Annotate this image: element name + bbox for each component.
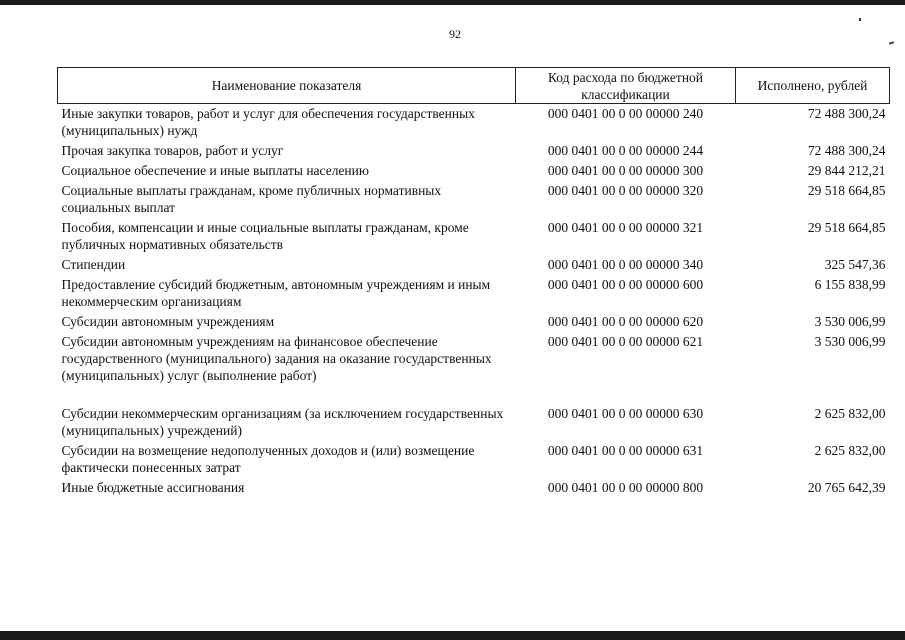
- row-code: 000 0401 00 0 00 00000 630: [547, 406, 704, 421]
- table-row: [58, 275, 890, 312]
- row-amount: 72 488 300,24: [807, 143, 886, 158]
- row-name: Пособия, компенсации и иные социальные выплаты гражданам, кроме публичных нормативных обязательств: [61, 220, 469, 252]
- budget-table: [57, 67, 890, 498]
- table-row: [58, 218, 890, 255]
- scan-border-bottom: [0, 631, 905, 640]
- row-code: 000 0401 00 0 00 00000 240: [547, 106, 704, 121]
- row-name: Субсидии автономным учреждениям на финансовое обеспечение государственного (муниципального) задания на оказание государственных (муниципальных) услуг (выполнение работ): [61, 334, 492, 383]
- row-amount: 3 530 006,99: [814, 314, 886, 329]
- table-row: [58, 441, 890, 478]
- row-name: Социальное обеспечение и иные выплаты населению: [61, 163, 369, 178]
- row-amount: 3 530 006,99: [814, 334, 886, 349]
- row-amount: 29 518 664,85: [807, 183, 886, 198]
- table-row: [58, 181, 890, 218]
- row-name: Прочая закупка товаров, работ и услуг: [61, 143, 284, 158]
- table-row: [58, 478, 890, 498]
- row-code: 000 0401 00 0 00 00000 300: [547, 163, 704, 178]
- row-code: 000 0401 00 0 00 00000 631: [547, 443, 704, 458]
- table-row: [58, 255, 890, 275]
- row-name: Субсидии на возмещение недополученных доходов и (или) возмещение фактически понесенных затрат: [61, 443, 475, 475]
- row-amount: 20 765 642,39: [807, 480, 886, 495]
- row-name: Субсидии некоммерческим организациям (за исключением государственных (муниципальных) учреждений): [61, 406, 504, 438]
- scan-border-top: [0, 0, 905, 5]
- row-code: 000 0401 00 0 00 00000 321: [547, 220, 704, 235]
- row-name: Стипендии: [61, 257, 126, 272]
- row-code: 000 0401 00 0 00 00000 600: [547, 277, 704, 292]
- row-name: Иные закупки товаров, работ и услуг для обеспечения государственных (муниципальных) нужд: [61, 106, 475, 138]
- row-amount: 29 518 664,85: [807, 220, 886, 235]
- table-row: [58, 161, 890, 181]
- table-row: [58, 141, 890, 161]
- row-amount: 6 155 838,99: [814, 277, 886, 292]
- header-amount: Исполнено, рублей: [736, 68, 890, 104]
- row-name: Социальные выплаты гражданам, кроме публичных нормативных социальных выплат: [61, 183, 442, 215]
- table-header-row: [58, 68, 890, 104]
- row-code: 000 0401 00 0 00 00000 621: [547, 334, 704, 349]
- row-code: 000 0401 00 0 00 00000 340: [547, 257, 704, 272]
- row-amount: 2 625 832,00: [814, 406, 886, 421]
- row-name: Субсидии автономным учреждениям: [61, 314, 275, 329]
- table-row: [58, 332, 890, 404]
- row-code: 000 0401 00 0 00 00000 800: [547, 480, 704, 495]
- row-name: Иные бюджетные ассигнования: [61, 480, 245, 495]
- scan-speck: [889, 41, 894, 45]
- page-number: 92: [449, 27, 461, 41]
- row-amount: 325 547,36: [824, 257, 886, 272]
- table-row: [58, 104, 890, 142]
- row-code: 000 0401 00 0 00 00000 320: [547, 183, 704, 198]
- table-row: [58, 404, 890, 441]
- table-row: [58, 312, 890, 332]
- row-amount: 2 625 832,00: [814, 443, 886, 458]
- scan-speck: [859, 18, 861, 21]
- row-code: 000 0401 00 0 00 00000 620: [547, 314, 704, 329]
- row-code: 000 0401 00 0 00 00000 244: [547, 143, 704, 158]
- row-name: Предоставление субсидий бюджетным, автономным учреждениям и иным некоммерческим организациям: [61, 277, 491, 309]
- row-amount: 72 488 300,24: [807, 106, 886, 121]
- row-amount: 29 844 212,21: [807, 163, 886, 178]
- header-name: Наименование показателя: [58, 68, 516, 104]
- header-code: Код расхода по бюджетной классификации: [516, 68, 736, 104]
